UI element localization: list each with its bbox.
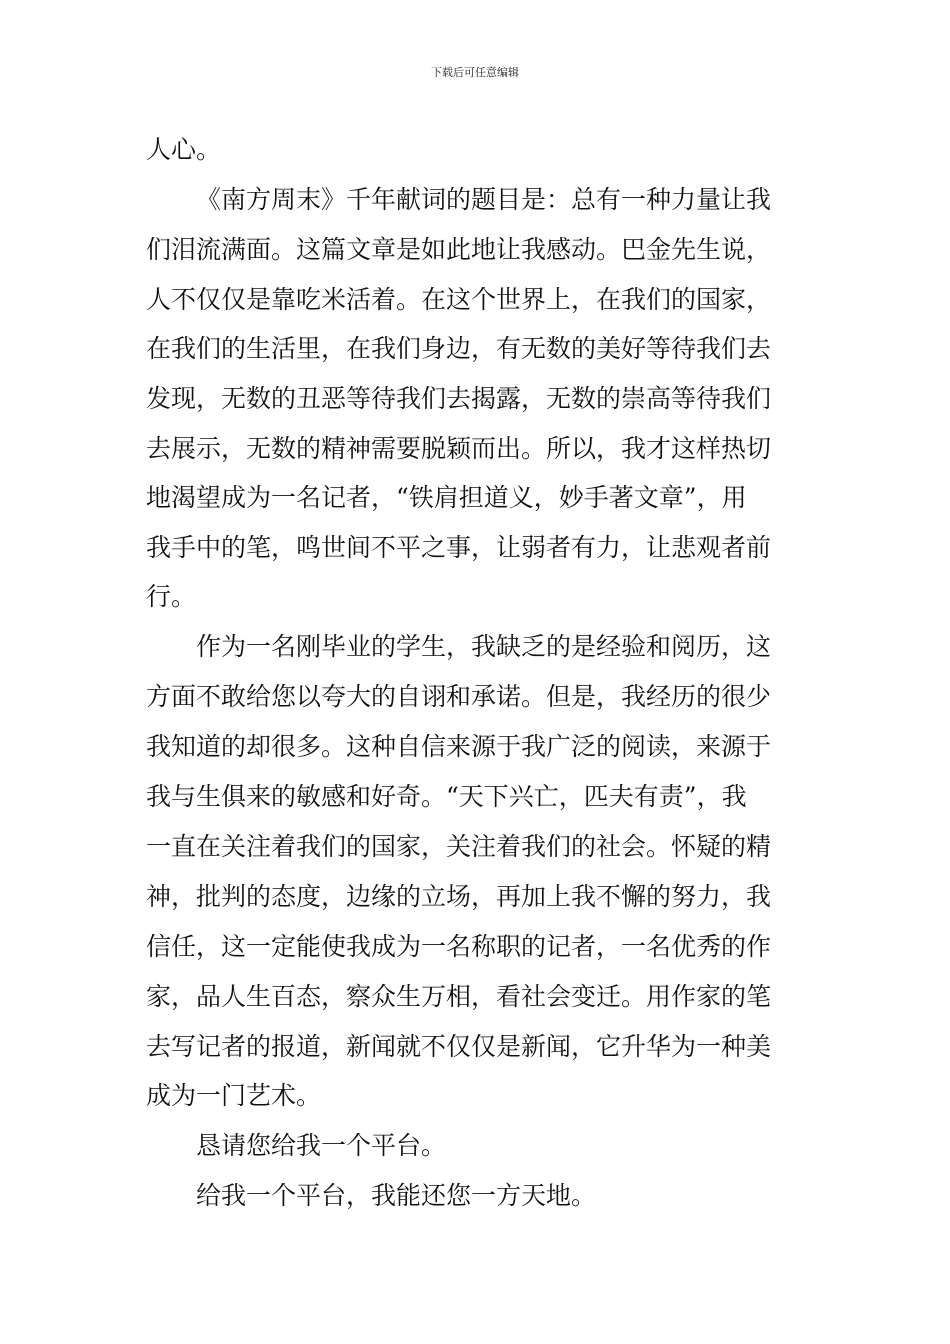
text-line: 信任，这一定能使我成为一名称职的记者，一名优秀的作 <box>146 932 772 961</box>
text-line: 成为一门艺术。 <box>146 1081 322 1110</box>
text-line: 去写记者的报道，新闻就不仅仅是新闻，它升华为一种美 <box>146 1032 772 1061</box>
text-line: 神，批判的态度，边缘的立场，再加上我不懈的努力，我 <box>146 882 772 911</box>
page-header: 下载后可任意编辑 <box>431 66 519 79</box>
text-line: 发现，无数的丑恶等待我们去揭露，无数的崇高等待我们 <box>146 384 772 413</box>
text-line: 我与生俱来的敏感和好奇。“天下兴亡，匹夫有责”，我 <box>146 782 747 811</box>
text-line: 行。 <box>146 582 197 611</box>
text-line: 去展示，无数的精神需要脱颖而出。所以，我才这样热切 <box>146 434 772 463</box>
text-line: 人心。 <box>146 135 222 164</box>
paragraph-first-line: 《南方周末》千年献词的题目是：总有一种力量让我 <box>196 185 772 214</box>
text-line: 们泪流满面。这篇文章是如此地让我感动。巴金先生说， <box>146 235 772 264</box>
text-line: 我知道的却很多。这种自信来源于我广泛的阅读，来源于 <box>146 732 772 761</box>
text-line: 家，品人生百态，察众生万相，看社会变迁。用作家的笔 <box>146 982 772 1011</box>
paragraph-first-line: 作为一名刚毕业的学生，我缺乏的是经验和阅历，这 <box>196 632 772 661</box>
text-line: 方面不敢给您以夸大的自诩和承诺。但是，我经历的很少 <box>146 682 772 711</box>
text-line: 人不仅仅是靠吃米活着。在这个世界上，在我们的国家， <box>146 285 772 314</box>
paragraph-first-line: 恳请您给我一个平台。 <box>196 1131 447 1160</box>
text-line: 我手中的笔，鸣世间不平之事，让弱者有力，让悲观者前 <box>146 533 772 562</box>
text-line: 一直在关注着我们的国家，关注着我们的社会。怀疑的精 <box>146 832 772 861</box>
paragraph-first-line: 给我一个平台，我能还您一方天地。 <box>196 1181 597 1210</box>
text-line: 地渴望成为一名记者，“铁肩担道义，妙手著文章”，用 <box>146 483 747 512</box>
text-line: 在我们的生活里，在我们身边，有无数的美好等待我们去 <box>146 334 772 363</box>
